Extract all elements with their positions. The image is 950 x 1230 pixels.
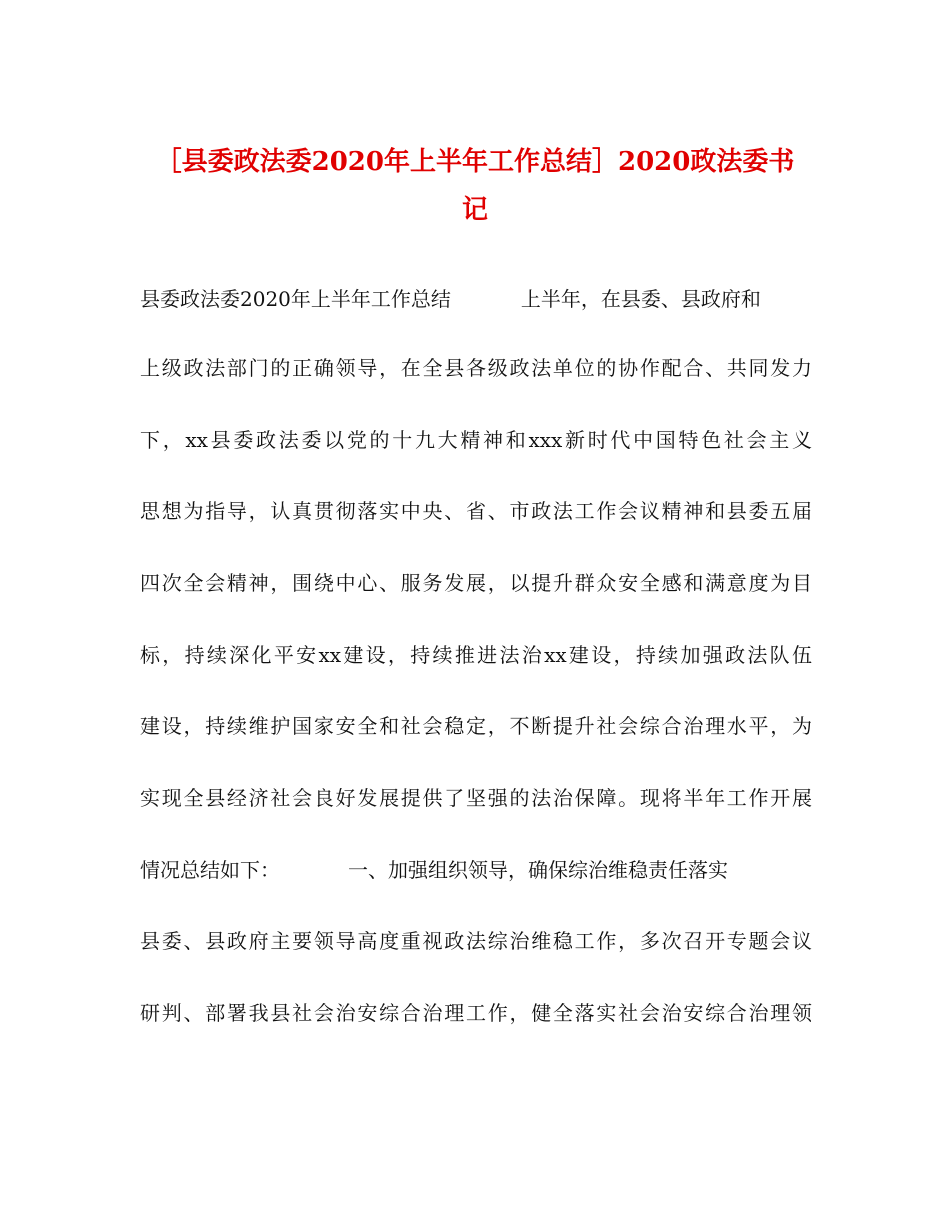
paragraph-line: 标，持续深化平安xx建设，持续推进法治xx建设，持续加强政法队伍 bbox=[140, 643, 812, 667]
paragraph-line: 建设，持续维护国家安全和社会稳定，不断提升社会综合治理水平，为 bbox=[140, 714, 812, 738]
paragraph-line: 下，xx县委政法委以党的十九大精神和xxx新时代中国特色社会主义 bbox=[140, 428, 812, 452]
paragraph-text: 情况总结如下： bbox=[140, 858, 280, 882]
document-title-continued: 记 bbox=[461, 195, 488, 225]
paragraph-text: 上半年，在县委、县政府和 bbox=[520, 287, 761, 311]
paragraph-line bbox=[140, 855, 812, 885]
paragraph-line: 思想为指导，认真贯彻落实中央、省、市政法工作会议精神和县委五届 bbox=[140, 499, 812, 523]
paragraph-line bbox=[140, 284, 812, 314]
summary-heading-text: 县委政法委2020年上半年工作总结 bbox=[140, 287, 451, 311]
paragraph-line: 四次全会精神，围绕中心、服务发展，以提升群众安全感和满意度为目 bbox=[140, 571, 812, 595]
paragraph-line: 县委、县政府主要领导高度重视政法综治维稳工作，多次召开专题会议 bbox=[140, 929, 812, 953]
paragraph-line: 实现全县经济社会良好发展提供了坚强的法治保障。现将半年工作开展 bbox=[140, 786, 812, 810]
document-title: ［县委政法委2020年上半年工作总结］2020政法委书 bbox=[155, 147, 795, 177]
section-heading: 一、加强组织领导，确保综治维稳责任落实 bbox=[348, 858, 728, 882]
paragraph-line: 上级政法部门的正确领导，在全县各级政法单位的协作配合、共同发力 bbox=[140, 356, 812, 380]
paragraph-line: 研判、部署我县社会治安综合治理工作，健全落实社会治安综合治理领 bbox=[140, 1001, 812, 1025]
